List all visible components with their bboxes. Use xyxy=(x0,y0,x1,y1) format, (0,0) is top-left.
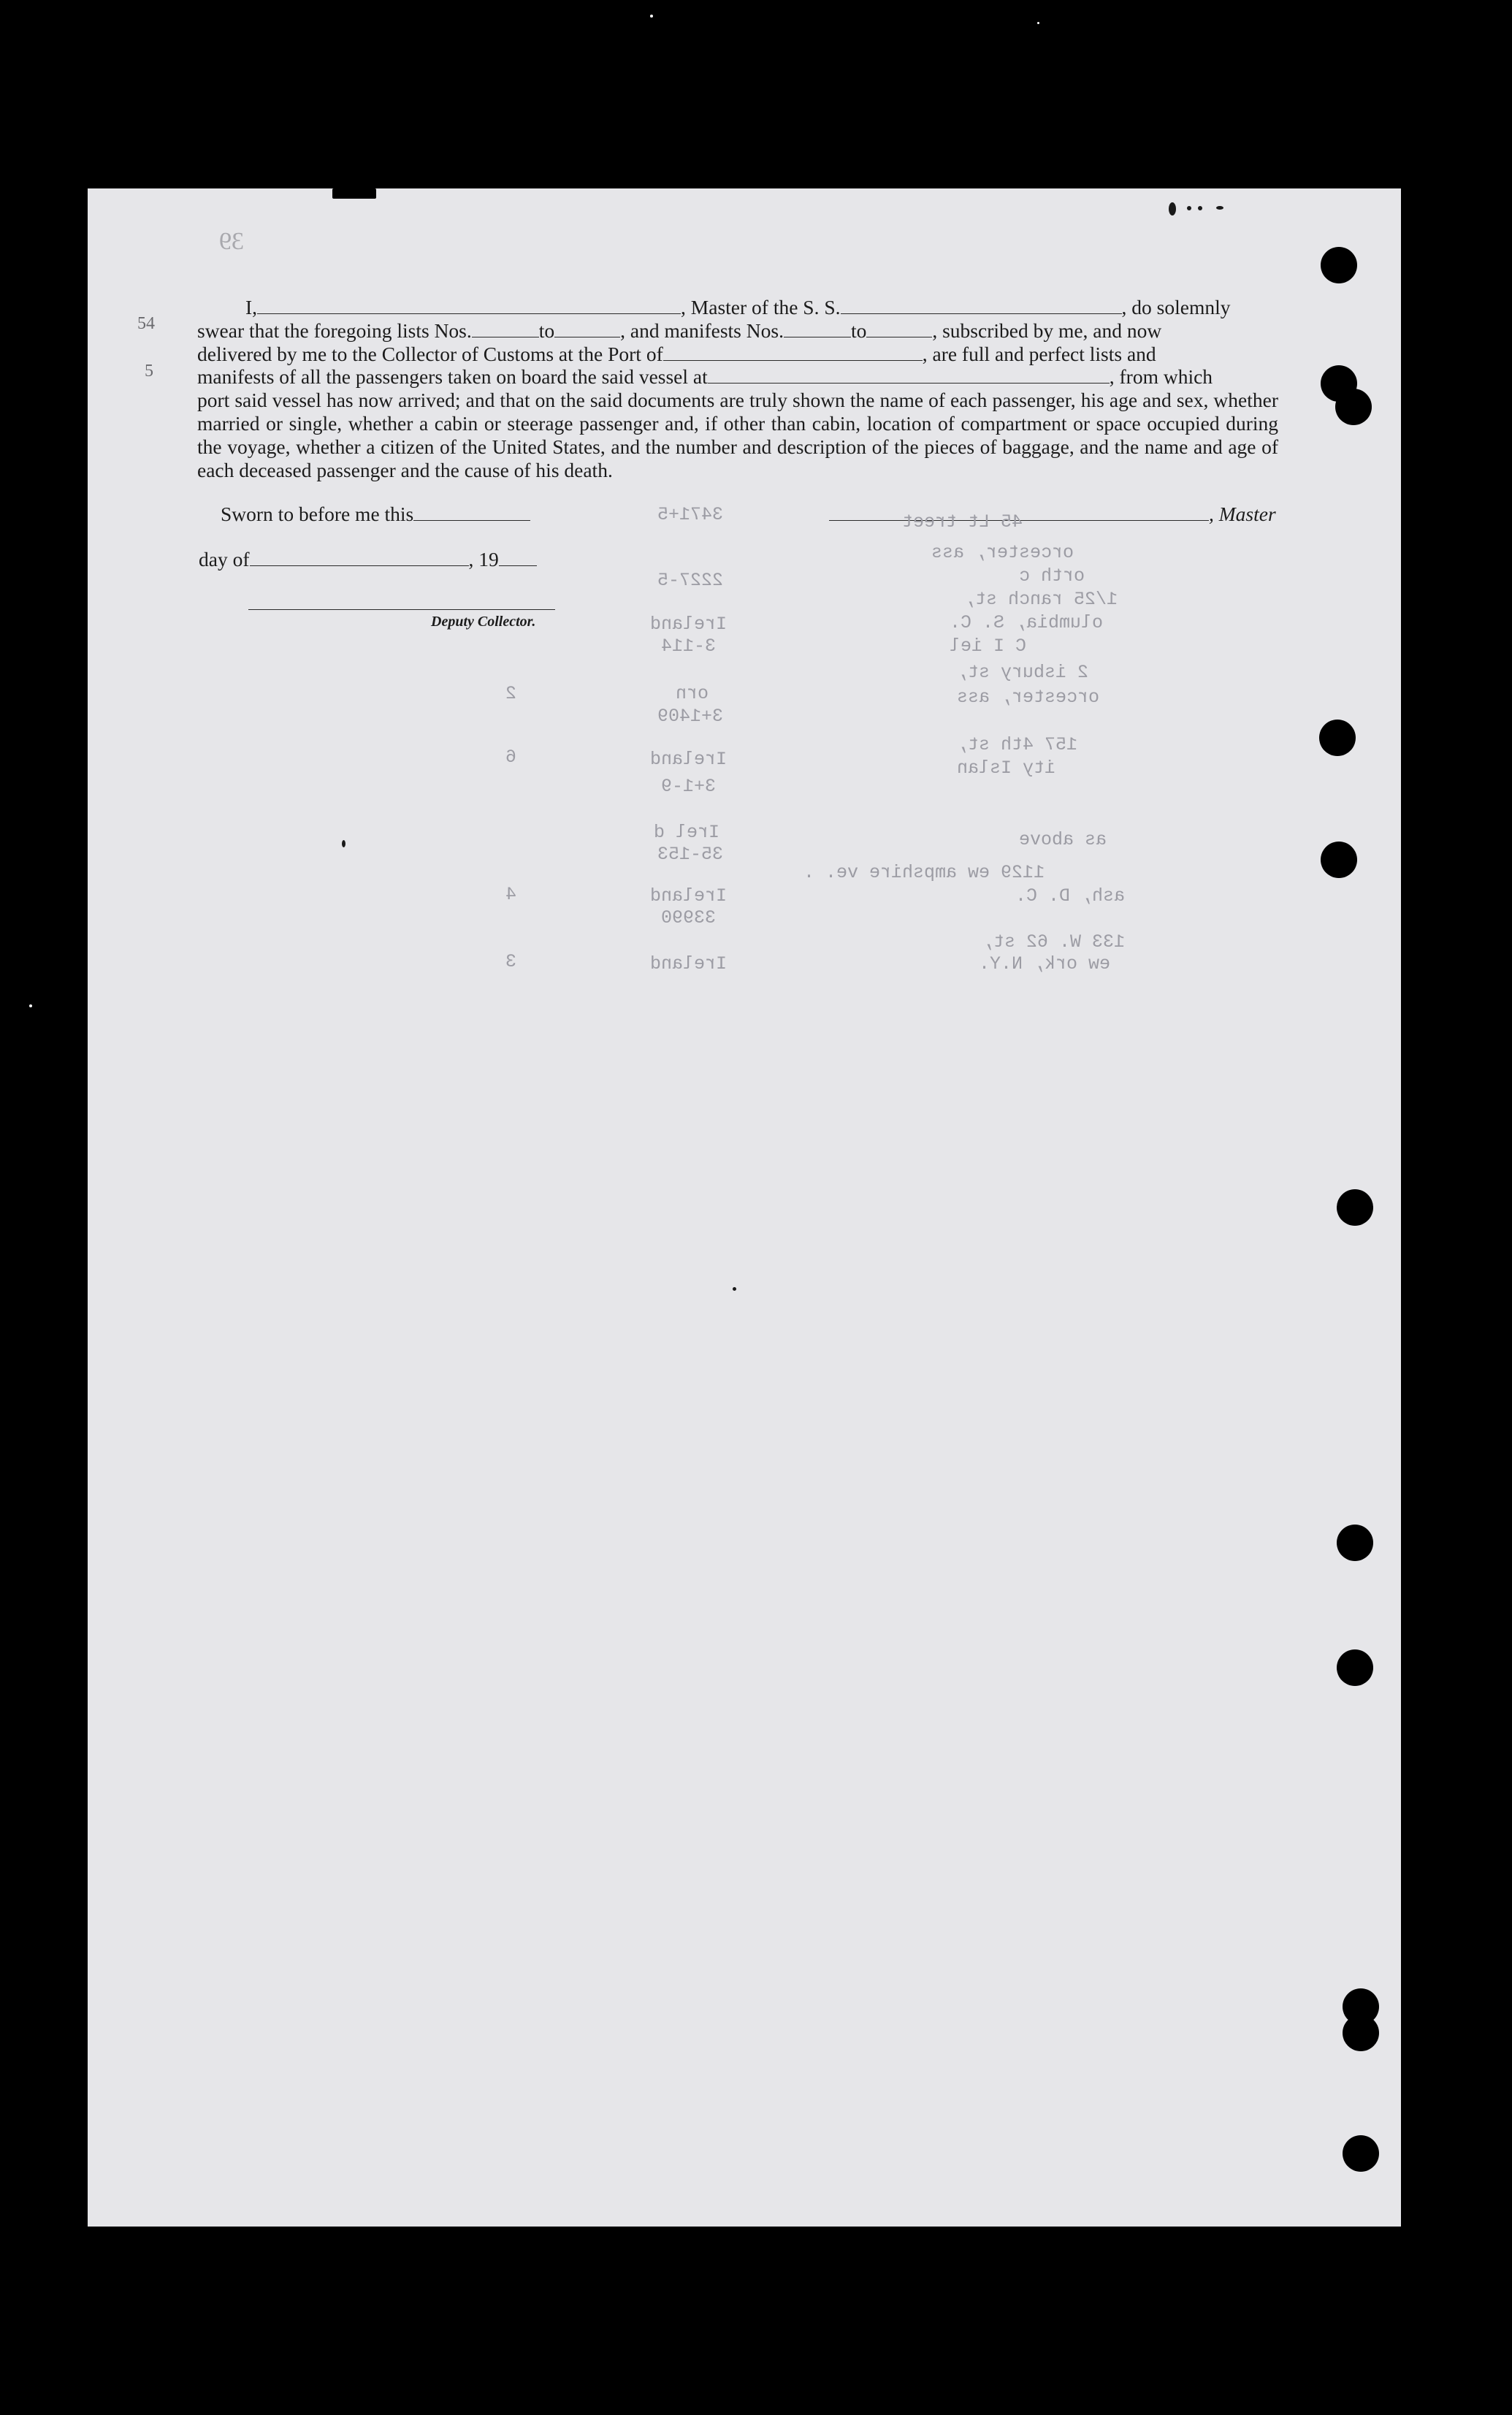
punch-hole xyxy=(1319,720,1356,756)
bleedthrough-number: 2 xyxy=(505,683,517,704)
embark-port-field[interactable] xyxy=(708,368,1110,384)
oath-text: port said vessel has now arrived; and that on the said documents are truly shown the name of each passenger, his age and sex, whether married or single, whether a cabin or steerage passenger and, if other than cabin, location of compartment or space occupied during the voyage, whether a citizen of the United States, and the number and description of the pieces of baggage, and the name and age of each deceased passenger and the cause of his death. xyxy=(197,389,1278,481)
bleedthrough-text: olumbia, S. C. xyxy=(950,612,1104,633)
punch-hole xyxy=(1321,247,1357,283)
edge-tear xyxy=(332,188,376,199)
scan-speck xyxy=(1037,22,1039,24)
punch-hole xyxy=(1337,1525,1373,1561)
master-label: , Master xyxy=(1209,503,1276,525)
margin-mark: 54 xyxy=(137,314,155,333)
oath-paragraph xyxy=(197,296,1278,481)
punch-hole xyxy=(1343,2015,1379,2051)
bleedthrough-number: 3 xyxy=(505,951,517,972)
bleedthrough-text: 35-153 xyxy=(657,844,724,865)
oath-text: to xyxy=(850,318,867,342)
bleedthrough-text: Ireland xyxy=(650,885,728,907)
punch-hole xyxy=(1321,842,1357,878)
ship-name-field[interactable] xyxy=(841,299,1122,314)
ink-speck xyxy=(733,1287,736,1291)
bleedthrough-text: as above xyxy=(1019,829,1107,850)
bleedthrough-text: 3+1409 xyxy=(657,706,724,727)
bleedthrough-number: 6 xyxy=(505,747,517,768)
oath-text: , are full and perfect lists and xyxy=(922,342,1156,365)
bleedthrough-number: 4 xyxy=(505,884,517,905)
master-signature-line xyxy=(829,503,1276,526)
manifests-to-field[interactable] xyxy=(866,322,932,337)
day-line xyxy=(199,548,537,571)
bleedthrough-text: 3-114 xyxy=(661,636,717,657)
sworn-line xyxy=(221,503,530,526)
ink-speck xyxy=(342,840,345,847)
oath-text: , subscribed by me, and now xyxy=(932,318,1162,342)
bleedthrough-text: 1/25 ranch st, xyxy=(964,589,1118,610)
scan-speck xyxy=(29,1004,32,1007)
year-field[interactable] xyxy=(499,551,537,566)
bleedthrough-text: orth c xyxy=(1019,565,1085,587)
oath-text: I, xyxy=(245,296,258,318)
bleedthrough-text: orcester, ass xyxy=(957,687,1100,708)
bleedthrough-text: 3+1-9 xyxy=(661,776,717,797)
punch-hole xyxy=(1337,1189,1373,1226)
oath-text: , Master of the S. S. xyxy=(681,296,841,318)
bleedthrough-text: Ireland xyxy=(650,749,728,770)
bleedthrough-text: ity Islan xyxy=(957,758,1056,779)
oath-text: to xyxy=(538,318,555,342)
bleedthrough-text: 45 Lt treet xyxy=(902,511,1023,533)
ink-speck xyxy=(1169,202,1176,215)
bleedthrough-text: Ireland xyxy=(650,953,728,974)
oath-text: swear that the foregoing lists Nos. xyxy=(197,318,472,342)
bleedthrough-text: Ireland xyxy=(650,614,728,635)
bleedthrough-text: C I iel xyxy=(950,636,1027,657)
deputy-label: Deputy Collector. xyxy=(431,614,536,630)
bleedthrough-text: ew ork, N.Y. xyxy=(979,953,1111,974)
bleedthrough-text: ash, D. C. xyxy=(1015,885,1126,907)
lists-from-field[interactable] xyxy=(472,322,539,337)
manifests-from-field[interactable] xyxy=(784,322,851,337)
punch-hole xyxy=(1335,389,1372,425)
bleedthrough-text: 3471+5 xyxy=(657,504,724,525)
month-field[interactable] xyxy=(250,551,469,566)
bleedthrough-text: 33990 xyxy=(661,907,717,928)
punch-hole xyxy=(1343,2135,1379,2172)
ink-speck xyxy=(1187,206,1191,210)
oath-text: , do solemnly xyxy=(1121,296,1231,318)
document-page xyxy=(88,188,1401,2227)
sworn-label: Sworn to before me this xyxy=(221,503,414,525)
bleedthrough-text: 157 4th st, xyxy=(957,734,1078,755)
lists-to-field[interactable] xyxy=(554,322,620,337)
ink-speck xyxy=(1198,206,1202,210)
port-field[interactable] xyxy=(663,346,923,361)
bleedthrough-text: 133 W. 62 st, xyxy=(982,931,1126,953)
year-prefix: , 19 xyxy=(468,548,499,571)
oath-text: , from which xyxy=(1109,365,1213,389)
bleedthrough-text: 2227-5 xyxy=(657,570,724,591)
ink-speck xyxy=(1216,206,1223,210)
scan-speck xyxy=(650,15,653,18)
bleedthrough-text: Irel d xyxy=(654,822,720,843)
oath-text: delivered by me to the Collector of Customs at the Port of xyxy=(197,342,663,365)
margin-mark: 5 xyxy=(145,362,153,381)
bleedthrough-text: 2 isbury st, xyxy=(957,662,1089,683)
master-name-field[interactable] xyxy=(257,299,681,314)
sworn-day-field[interactable] xyxy=(413,505,530,521)
day-label: day of xyxy=(199,548,250,571)
bleedthrough-text: 1129 ew ampshire ve. . xyxy=(803,862,1045,883)
punch-hole xyxy=(1337,1649,1373,1686)
bleedthrough-text: orcester, ass xyxy=(931,542,1074,563)
bleedthrough-text: orn xyxy=(676,683,709,704)
oath-text: , and manifests Nos. xyxy=(620,318,784,342)
oath-text: manifests of all the passengers taken on board the said vessel at xyxy=(197,365,708,389)
page-number: 39 xyxy=(219,228,244,255)
deputy-signature-field[interactable] xyxy=(248,609,555,610)
